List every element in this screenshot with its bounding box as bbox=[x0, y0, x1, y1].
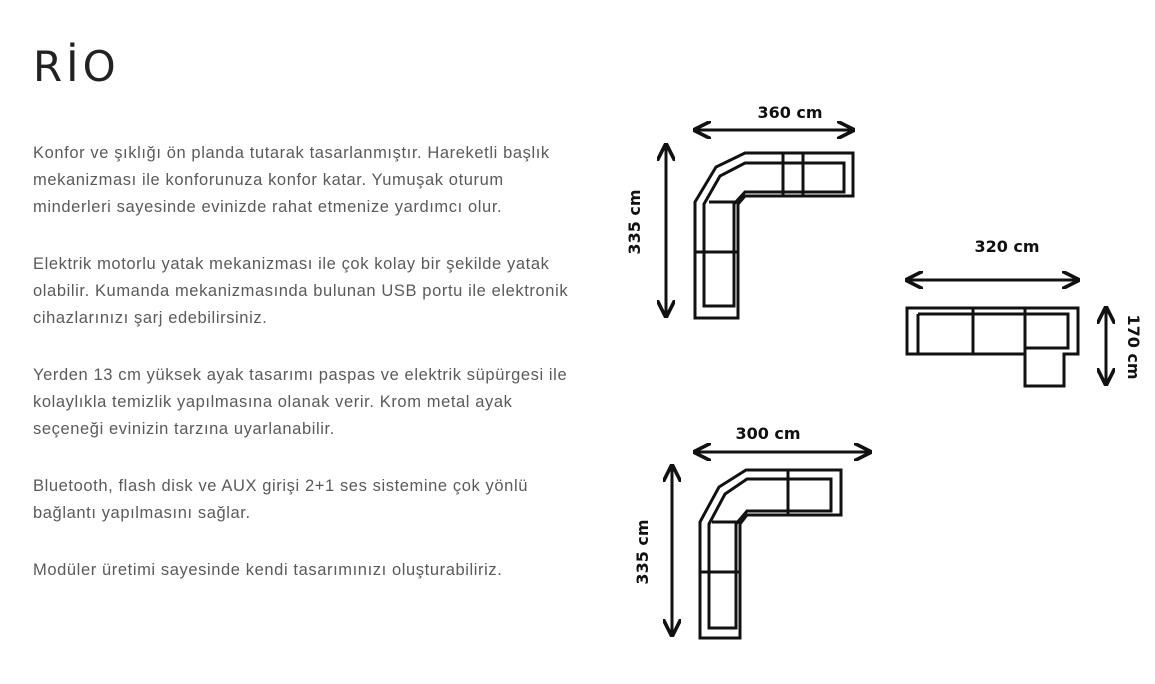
sofa-shape bbox=[907, 308, 1078, 386]
description-paragraph: Modüler üretimi sayesinde kendi tasarımınızı oluşturabiliriz. bbox=[33, 561, 503, 579]
description-paragraph: Bluetooth, flash disk ve AUX girişi 2+1 ses sistemine çok yönlü bağlantı yapılmasını sağlar. bbox=[33, 477, 528, 522]
width-label: 320 cm bbox=[974, 237, 1040, 256]
description-paragraph: Konfor ve şıklığı ön planda tutarak tasarlanmıştır. Hareketli başlık mekanizması ile konforunuza konfor katar. Yumuşak oturum minderleri sayesinde evinizde rahat etmenize yardımcı olur. bbox=[33, 144, 550, 216]
depth-label: 335 cm bbox=[633, 519, 652, 585]
description-paragraph: Yerden 13 cm yüksek ayak tasarımı paspas ve elektrik süpürgesi ile kolaylıkla temizlik yapılmasına olanak verir. Krom metal ayak seçeneği evinizin tarzına uyarlanabilir. bbox=[33, 366, 568, 438]
product-description bbox=[33, 140, 573, 614]
description-paragraph: Elektrik motorlu yatak mekanizması ile çok kolay bir şekilde yatak olabilir. Kumanda mekanizmasında bulunan USB portu ile elektronik cihazlarınızı şarj edebilirsiniz. bbox=[33, 255, 569, 327]
depth-label: 170 cm bbox=[1124, 314, 1143, 380]
depth-label: 335 cm bbox=[625, 189, 644, 255]
product-title: RİO bbox=[33, 42, 120, 91]
sofa-shape bbox=[695, 153, 853, 318]
sofa-shape bbox=[700, 470, 841, 638]
corner-sofa-small-diagram bbox=[633, 424, 870, 638]
width-label: 360 cm bbox=[757, 103, 823, 122]
corner-sofa-large-diagram bbox=[625, 103, 853, 318]
dimension-diagrams bbox=[600, 90, 1155, 650]
width-label: 300 cm bbox=[735, 424, 801, 443]
chaise-sofa-diagram bbox=[907, 237, 1143, 386]
